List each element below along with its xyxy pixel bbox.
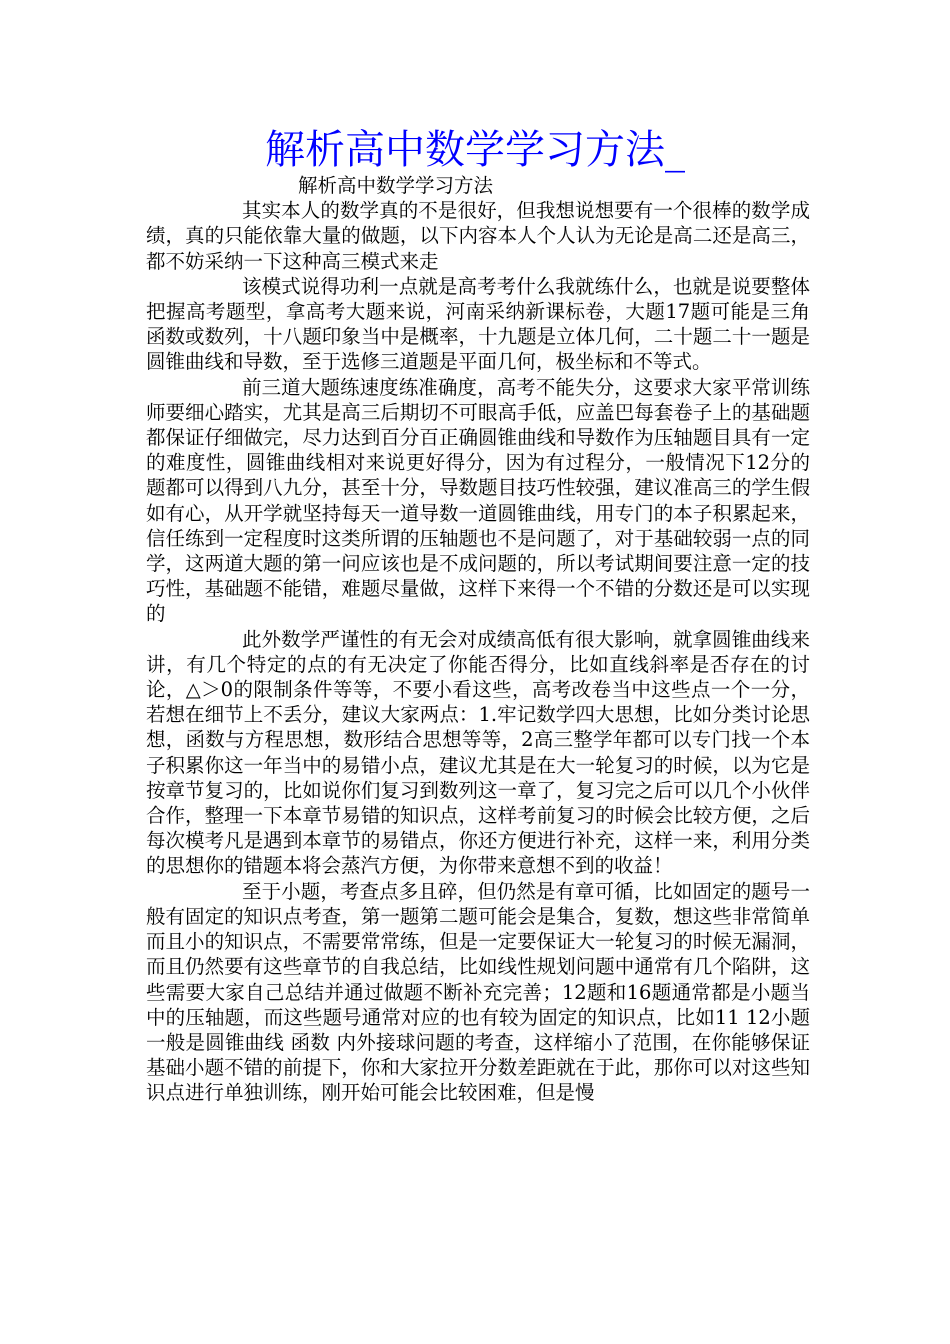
document-title: 解析高中数学学习方法_ — [265, 127, 685, 173]
paragraph-5: 至于小题，考查点多且碎，但仍然是有章可循，比如固定的题号一般有固定的知识点考查，第一题第二题可能会是集合，复数，想这些非常简单而且小的知识点，不需要常常练，但是一定要保证大一轮复习的时候无漏洞，而且仍然要有这些章节的自我总结，比如线性规划问题中通常有几个陷阱，这些需要大家自己总结并通过做题不断补充完善；12题和16题通常都是小题当中的压轴题，而这些题号通常对应的也有较为固定的知识点，比如11 12小题一般是圆锥曲线 函数 内外接球问题的考查，这样缩小了范围，在你能够保证基础小题不错的前提下，你和大家拉开分数差距就在于此，那你可以对这些知识点进行单独训练，刚开始可能会比较困难，但是慢 — [146, 879, 810, 1105]
paragraph-1: 其实本人的数学真的不是很好，但我想说想要有一个很棒的数学成绩，真的只能依靠大量的做题，以下内容本人个人认为无论是高二还是高三，都不妨采纳一下这种高三模式来走 — [146, 199, 810, 273]
paragraph-4: 此外数学严谨性的有无会对成绩高低有很大影响，就拿圆锥曲线来讲，有几个特定的点的有无决定了你能否得分，比如直线斜率是否存在的讨论，△＞0的限制条件等等，不要小看这些，高考改卷当中这些点一个一分，若想在细节上不丢分，建议大家两点：1.牢记数学四大思想，比如分类讨论思想，函数与方程思想，数形结合思想等等，2高三整学年都可以专门找一个本子积累你这一年当中的易错小点，建议尤其是在大一轮复习的时候，以为它是按章节复习的，比如说你们复习到数列这一章了，复习完之后可以几个小伙伴合作，整理一下本章节易错的知识点，这样考前复习的时候会比较方便，之后每次模考凡是遇到本章节的易错点，你还方便进行补充，这样一来，利用分类的思想你的错题本将会蒸汽方便，为你带来意想不到的收益！ — [146, 627, 810, 878]
paragraph-2: 该模式说得功利一点就是高考考什么我就练什么，也就是说要整体把握高考题型，拿高考大题来说，河南采纳新课标卷，大题17题可能是三角函数或数列，十八题印象当中是概率，十九题是立体几何，二十题二十一题是圆锥曲线和导数，至于选修三道题是平面几何，极坐标和不等式。 — [146, 274, 810, 374]
document-subtitle: 解析高中数学学习方法 — [298, 174, 494, 197]
document-body — [146, 173, 810, 1106]
paragraph-3: 前三道大题练速度练准确度，高考不能失分，这要求大家平常训练师要细心踏实，尤其是高三后期切不可眼高手低，应盖巴每套卷子上的基础题都保证仔细做完，尽力达到百分百正确圆锥曲线和导数作为压轴题目具有一定的难度性，圆锥曲线相对来说更好得分，因为有过程分，一般情况下12分的题都可以得到八九分，甚至十分，导数题目技巧性较强，建议准高三的学生假如有心，从开学就坚持每天一道导数一道圆锥曲线，用专门的本子积累起来，信任练到一定程度时这类所谓的压轴题也不是问题了，对于基础较弱一点的同学，这两道大题的第一问应该也是不成问题的，所以考试期间要注意一定的技巧性，基础题不能错，难题尽量做，这样下来得一个不错的分数还是可以实现的 — [146, 375, 810, 626]
